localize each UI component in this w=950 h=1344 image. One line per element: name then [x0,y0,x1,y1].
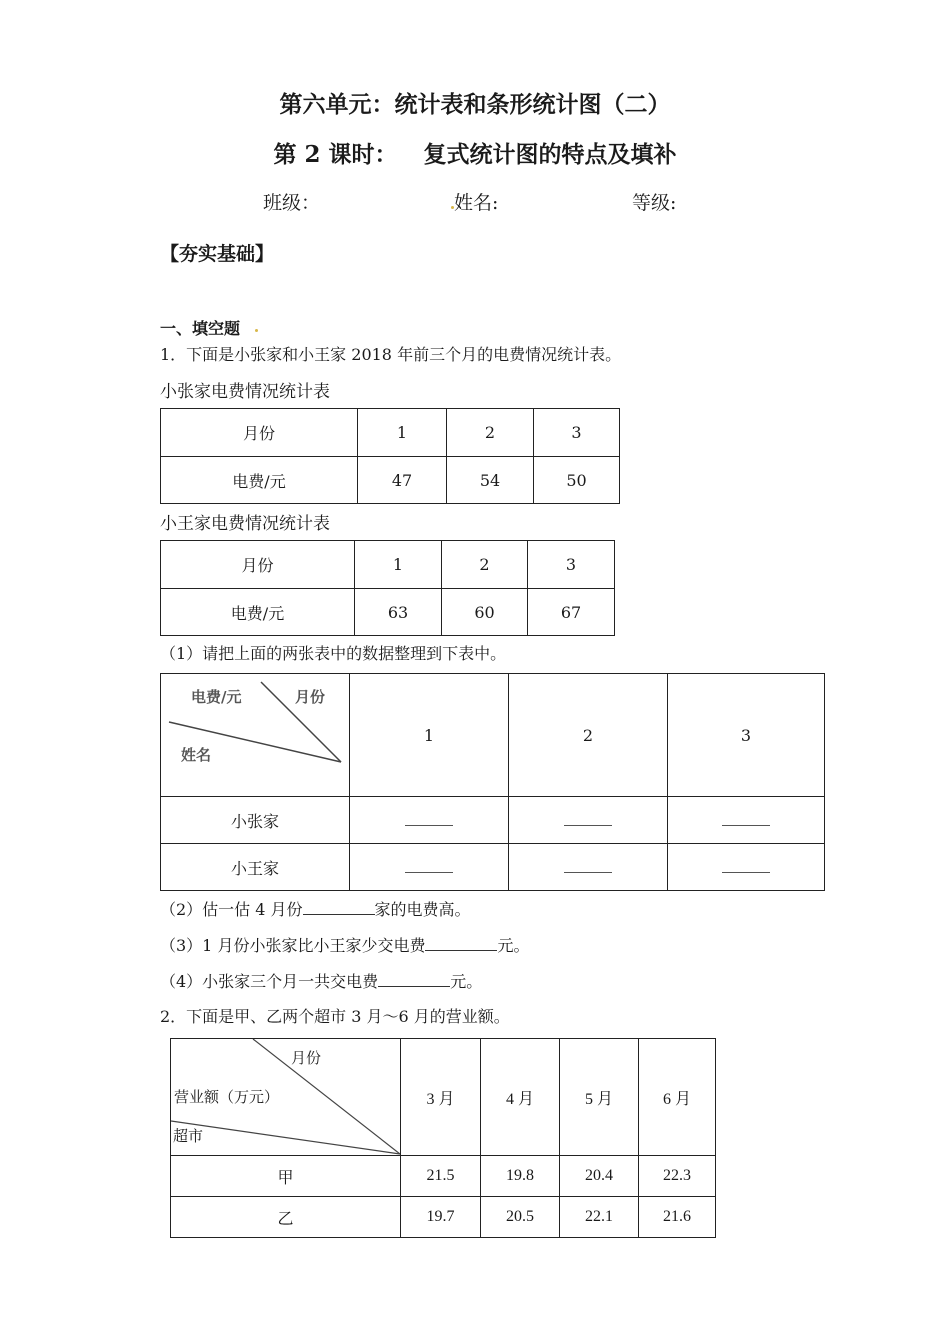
table-row [161,797,825,844]
answer-blank[interactable] [509,844,668,891]
table-cell: 电费/元 [161,589,355,636]
lesson-title [0,136,950,169]
row-label: 乙 [171,1197,401,1238]
table-cell: 60 [442,589,528,636]
combined-table [160,673,825,891]
table-row [161,674,825,797]
sub4-text-b: 元。 [450,972,483,991]
corner-label-name: 姓名 [181,746,212,764]
table-cell: 50 [534,457,620,504]
table-row [161,589,615,636]
answer-blank[interactable] [668,844,825,891]
table-row [161,541,615,589]
subquestion-1: （1）请把上面的两张表中的数据整理到下表中。 [160,644,507,663]
table-cell: 1 [355,541,442,589]
sub3-text-a: （3）1 月份小张家比小王家少交电费 [160,936,426,955]
table-row [161,409,620,457]
question-2-text: 2．下面是甲、乙两个超市 3 月～6 月的营业额。 [160,1007,510,1026]
row-label: 甲 [171,1156,401,1197]
sub3-text-b: 元。 [497,936,530,955]
table-cell: 月份 [161,409,358,457]
diagonal-header-cell [171,1039,401,1156]
table-cell: 67 [528,589,615,636]
diagonal-header-cell [161,674,350,797]
table-row [161,844,825,891]
subquestion-4 [160,969,482,992]
fill-blank[interactable] [425,936,497,951]
table-row [161,457,620,504]
answer-blank[interactable] [668,797,825,844]
page-title: 第六单元：统计表和条形统计图（二） [279,91,671,118]
answer-blank[interactable] [509,797,668,844]
table-cell: 22.3 [639,1156,716,1197]
table-cell: 20.4 [560,1156,639,1197]
table-cell: 1 [358,409,447,457]
row-label: 小王家 [161,844,350,891]
table2-caption: 小王家电费情况统计表 [160,514,330,534]
question-1-text: 1．下面是小张家和小王家 2018 年前三个月的电费情况统计表。 [160,345,622,364]
lesson-prefix: 第 2 课时： [273,141,398,168]
corner-label-market: 超市 [173,1129,204,1145]
table-cell: 2 [442,541,528,589]
corner-label-month: 月份 [295,688,326,706]
ink-dot [451,206,454,209]
table-cell: 54 [447,457,534,504]
blank-line [564,815,612,826]
table-cell: 月份 [161,541,355,589]
answer-blank[interactable] [350,797,509,844]
month-header: 5 月 [560,1039,639,1156]
table-cell: 19.7 [401,1197,481,1238]
month-header: 1 [350,674,509,797]
blank-line [405,862,453,873]
month-header: 3 [668,674,825,797]
blank-line [564,862,612,873]
table-wang [160,540,615,636]
blank-line [722,815,770,826]
table-cell: 22.1 [560,1197,639,1238]
subquestion-2 [160,897,471,920]
month-header: 2 [509,674,668,797]
table1-caption: 小张家电费情况统计表 [160,382,330,402]
table-cell: 2 [447,409,534,457]
month-header: 4 月 [481,1039,560,1156]
table-cell: 21.5 [401,1156,481,1197]
table-cell: 3 [528,541,615,589]
fill-blank[interactable] [378,972,450,987]
supermarket-table [170,1038,716,1238]
ink-dot [255,329,258,332]
fill-blank[interactable] [303,900,375,915]
table-row [171,1039,716,1156]
table-row [171,1197,716,1238]
month-header: 3 月 [401,1039,481,1156]
lesson-name: 复式统计图的特点及填补 [423,141,677,168]
class-label: 班级： [263,192,321,214]
table-cell: 19.8 [481,1156,560,1197]
blank-line [722,862,770,873]
table-cell: 47 [358,457,447,504]
name-label: 姓名: [454,192,499,214]
sub2-text-b: 家的电费高。 [374,900,471,919]
corner-label-month: 月份 [291,1051,322,1067]
grade-label: 等级: [632,192,677,214]
section-heading: 【夯实基础】 [160,243,275,265]
table-cell: 电费/元 [161,457,358,504]
table-zhang [160,408,620,504]
table-cell: 63 [355,589,442,636]
corner-label-revenue: 营业额（万元） [174,1090,280,1106]
answer-blank[interactable] [350,844,509,891]
subquestion-3 [160,933,529,956]
month-header: 6 月 [639,1039,716,1156]
table-cell: 3 [534,409,620,457]
row-label: 小张家 [161,797,350,844]
sub4-text-a: （4）小张家三个月一共交电费 [160,972,379,991]
corner-label-fee: 电费/元 [191,688,242,706]
blank-line [405,815,453,826]
part-title: 一、填空题 [160,319,241,338]
sub2-text-a: （2）估一估 4 月份 [160,900,303,919]
table-row [171,1156,716,1197]
table-cell: 21.6 [639,1197,716,1238]
table-cell: 20.5 [481,1197,560,1238]
